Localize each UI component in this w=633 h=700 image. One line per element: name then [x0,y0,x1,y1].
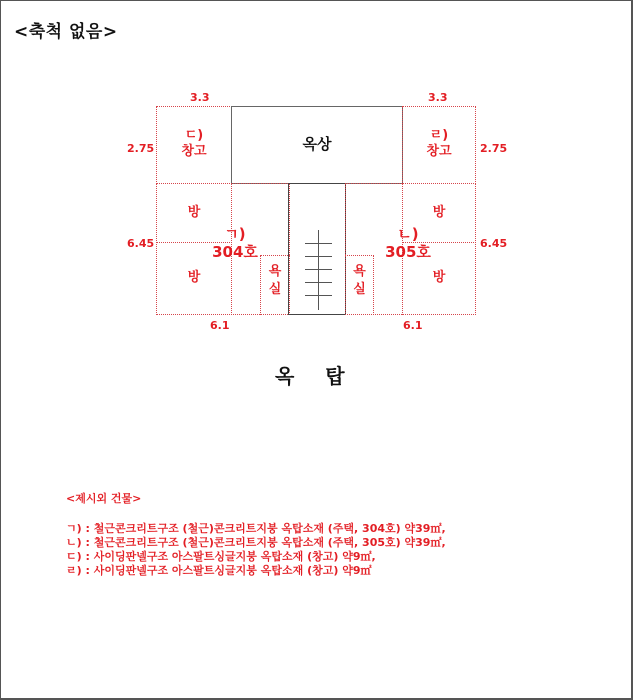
legend-row: ㄴ) : 철근콘크리트구조 (철근)콘크리트지붕 옥탑소재 (주택, 305호) 약39㎡, [66,536,446,549]
scale-note: <축척 없음> [14,22,118,42]
legend-row: ㄹ) : 사이딩판넬구조 아스팔트싱글지붕 옥탑소재 (창고) 약9㎡ [66,564,372,577]
dim-unit-right-width: 6.1 [403,319,423,332]
stair-rung [305,295,332,296]
unit-305-bath-2: 실 [353,282,366,297]
dim-storage-left-width: 3.3 [190,91,210,104]
dim-storage-right-width: 3.3 [428,91,448,104]
stair-rung [305,282,332,283]
stair-rung [305,256,332,257]
legend [66,490,446,578]
unit-305-room-2: 방 [432,270,446,285]
unit-304-bath-1: 욕 [268,264,282,279]
unit-305-label: 305호 [385,243,431,261]
unit-305-room-1: 방 [432,205,446,220]
unit-304-marker: ㄱ) [224,225,246,243]
rooftop-label: 옥상 [302,135,332,153]
legend-row: ㄷ) : 사이딩판넬구조 아스팔트싱글지붕 옥탑소재 (창고) 약9㎡, [66,550,376,563]
storage-right-label: 창고 [426,144,452,159]
unit-304-label: 304호 [212,243,258,261]
unit-304-bath-2: 실 [268,282,282,297]
legend-row: ㄱ) : 철근콘크리트구조 (철근)콘크리트지붕 옥탑소재 (주택, 304호) 약39㎡, [66,522,446,535]
legend-heading: <제시외 건물> [66,492,142,505]
stair-rung [305,269,332,270]
dim-storage-right-height: 2.75 [480,142,508,155]
storage-left-label: 창고 [181,144,207,159]
unit-305-bath-1: 욕 [353,264,366,279]
dim-unit-right-height: 6.45 [480,237,508,250]
unit-304-room-1: 방 [187,205,201,220]
drawing-title: 옥 탑 [275,364,357,388]
stair-spine [318,230,319,310]
dim-unit-left-width: 6.1 [210,319,230,332]
storage-left-marker: ㄷ) [184,128,204,143]
unit-304-room-2: 방 [187,270,201,285]
dim-storage-left-height: 2.75 [127,142,155,155]
unit-305-marker: ㄴ) [397,225,419,243]
storage-right-marker: ㄹ) [429,128,449,143]
dim-unit-left-height: 6.45 [127,237,155,250]
stair-rung [305,243,332,244]
